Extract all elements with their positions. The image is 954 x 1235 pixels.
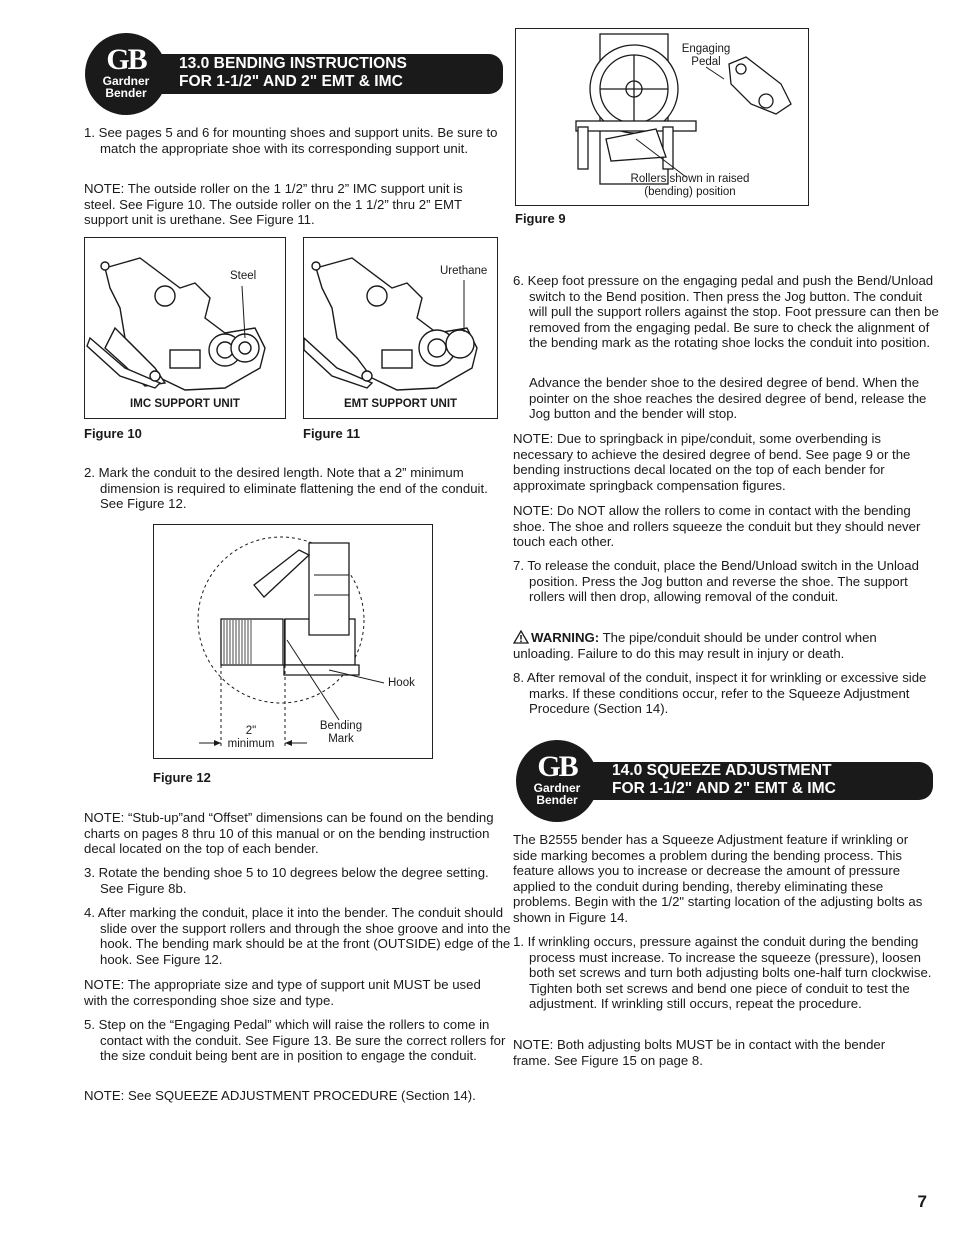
- step-6-continued: Advance the bender shoe to the desired degree of bend. When the pointer on the shoe reaches the desired degree of bend, release the Jog button and the bender will stop.: [529, 375, 927, 422]
- step-7: 7. To release the conduit, place the Bend/Unload switch in the Unload position. Press the Jog button and reverse the shoe. The support rollers will then drop, allowing removal of the conduit.: [513, 558, 919, 605]
- gardner-bender-logo-2: [516, 740, 598, 822]
- rollers-line-2: (bending) position: [644, 186, 736, 198]
- figure-10-caption: Figure 10: [84, 426, 142, 441]
- figure-9-engaging-pedal-label: [672, 43, 740, 69]
- logo-name-1-2: Gardner: [533, 781, 581, 795]
- step-1: 1. See pages 5 and 6 for mounting shoes and support units. Be sure to match the appropriate shoe with its corresponding support unit.: [84, 125, 498, 156]
- section-13-title-line2: FOR 1-1/2" AND 2" EMT & IMC: [179, 73, 403, 90]
- imc-support-unit-illustration: [85, 238, 285, 418]
- section-13-title-bar: [150, 54, 503, 94]
- warning-text: The pipe/conduit should be under control when unloading. Failure to do this may result in injury or death.: [513, 630, 877, 661]
- note-springback: NOTE: Due to springback in pipe/conduit, some overbending is necessary to achieve the desired degree of bend. See page 9 or the bending instructions decal located on the top of each bender for approximate springback compensation figures.: [513, 431, 911, 493]
- warning-label: WARNING:: [531, 630, 600, 645]
- minimum-label: minimum: [227, 738, 275, 750]
- warning-paragraph: [513, 630, 925, 661]
- logo-name-2-2: Bender: [536, 793, 578, 807]
- figure-11-callout-urethane: Urethane: [440, 265, 488, 277]
- rollers-line-1: Rollers shown in raised: [630, 173, 750, 185]
- step-8: 8. After removal of the conduit, inspect it for wrinkling or excessive side marks. If these conditions occur, refer to the Squeeze Adjustment Procedure (Section 14).: [513, 670, 927, 717]
- logo-mark-2: GB: [537, 750, 577, 783]
- warning-icon: [513, 630, 529, 644]
- figure-12-caption: Figure 12: [153, 770, 211, 785]
- two-inch-label: 2": [245, 725, 257, 737]
- figure-9-caption: Figure 9: [515, 211, 566, 226]
- logo-mark: GB: [106, 43, 146, 76]
- step-5: 5. Step on the “Engaging Pedal” which will raise the rollers to come in contact with the conduit. See Figure 13. Be sure the correct rollers for the size conduit being bent are in position to engage the conduit.: [84, 1017, 506, 1064]
- figure-12-hook-label: Hook: [388, 677, 415, 689]
- note-rollers-contact: NOTE: Do NOT allow the rollers to come in contact with the bending shoe. The shoe and rollers squeeze the conduit but they should never touch each other.: [513, 503, 921, 550]
- logo-name-1: Gardner: [102, 74, 150, 88]
- engaging-label: Engaging: [681, 43, 731, 55]
- section-13-title-line1: 13.0 BENDING INSTRUCTIONS: [179, 55, 407, 72]
- figure-12-box: [153, 524, 433, 759]
- note-outside-roller: NOTE: The outside roller on the 1 1/2” thru 2” IMC support unit is steel. See Figure 10. The outside roller on the 1 1/2” thru 2” EMT support unit is urethane. See Figure 11.: [84, 181, 463, 228]
- section-14-title-line2: FOR 1-1/2" AND 2" EMT & IMC: [612, 780, 836, 797]
- figure-10-label: IMC SUPPORT UNIT: [130, 398, 240, 410]
- figure-12-bending-mark-label: [315, 720, 367, 746]
- gardner-bender-logo: [85, 33, 167, 115]
- logo-name-2: Bender: [105, 86, 147, 100]
- bending-label: Bending: [319, 720, 363, 732]
- step-6: 6. Keep foot pressure on the engaging pedal and push the Bend/Unload switch to the Bend position. Then press the Jog button. The conduit will pull the support rollers against the stop. Foot pressure can then be removed from the engaging pedal. Be sure to check the alignment of the bending mark as the rotating shoe locks the conduit into position.: [513, 273, 939, 351]
- mark-label: Mark: [328, 733, 354, 745]
- section-14-title-line1: 14.0 SQUEEZE ADJUSTMENT: [612, 762, 832, 779]
- step-4: 4. After marking the conduit, place it into the bender. The conduit should slide over the support rollers and through the shoe groove and into the hook. The bending mark should be at the front (OUTSIDE) edge of the hook. See Figure 12.: [84, 905, 511, 967]
- conduit-hook-illustration: [154, 525, 432, 758]
- figure-12-minimum-label: [222, 725, 280, 751]
- figure-9-rollers-label: [610, 173, 770, 199]
- note-support-unit: NOTE: The appropriate size and type of support unit MUST be used with the corresponding shoe size and type.: [84, 977, 481, 1008]
- pedal-label: Pedal: [691, 56, 721, 68]
- figure-10-callout-steel: Steel: [230, 270, 257, 282]
- step-2: 2. Mark the conduit to the desired length. Note that a 2” minimum dimension is required to eliminate flattening the end of the conduit. See Figure 12.: [84, 465, 488, 512]
- step-3: 3. Rotate the bending shoe 5 to 10 degrees below the degree setting. See Figure 8b.: [84, 865, 489, 896]
- section-14-step-1: 1. If wrinkling occurs, pressure against the conduit during the bending process must increase. To increase the squeeze (pressure), loosen both set screws and turn both adjusting bolts one-half turn clockwise. Tighten both set screws and bend one piece of conduit to test the adjustment. If wrinkling still occurs, repeat the procedure.: [513, 934, 932, 1012]
- section-14-note: NOTE: Both adjusting bolts MUST be in contact with the bender frame. See Figure 15 on page 8.: [513, 1037, 886, 1068]
- section-14-intro: The B2555 bender has a Squeeze Adjustment feature if wrinkling or side marking becomes a problem during the bending process. This feature allows you to increase or decrease the amount of pressure applied to the conduit during bending, thereby eliminating these problems. Begin with the 1/2" starting location of the adjusting bolts as shown in Figure 14.: [513, 832, 923, 925]
- figure-11-label: EMT SUPPORT UNIT: [343, 398, 458, 410]
- figure-10-box: [84, 237, 286, 419]
- note-squeeze-ref: NOTE: See SQUEEZE ADJUSTMENT PROCEDURE (Section 14).: [84, 1088, 476, 1103]
- page-number: 7: [917, 1192, 927, 1211]
- note-stub-up: NOTE: “Stub-up”and “Offset” dimensions can be found on the bending charts on pages 8 thru 10 of this manual or on the bending instruction decal located on the top of each bender.: [84, 810, 494, 857]
- figure-11-caption: Figure 11: [303, 426, 361, 441]
- section-14-title-bar: [580, 762, 933, 800]
